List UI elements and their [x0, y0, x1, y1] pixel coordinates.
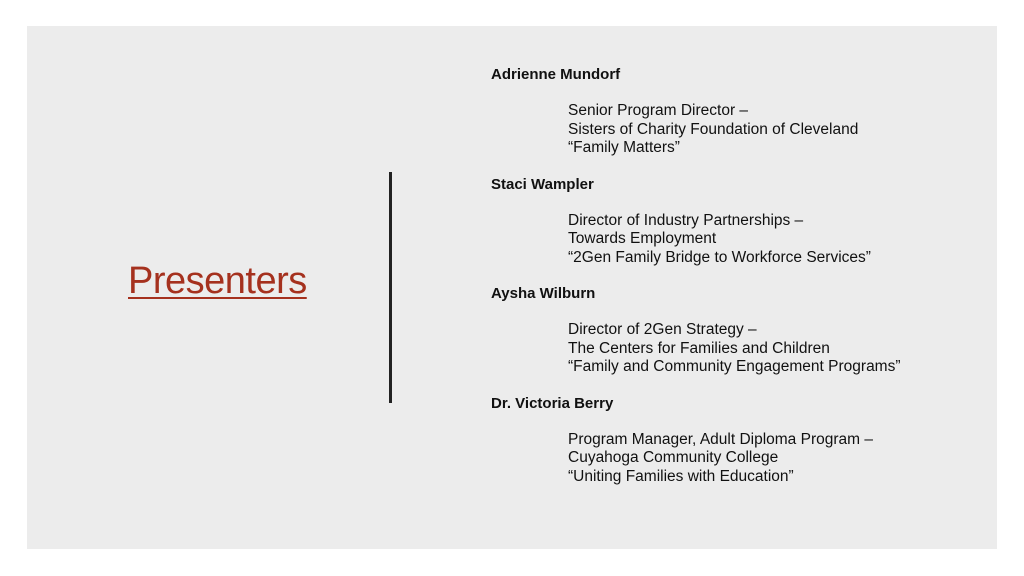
presenter-role: Director of 2Gen Strategy – [568, 321, 757, 338]
presenter-name: Aysha Wilburn [491, 285, 596, 302]
presenter-item [491, 176, 991, 268]
presenter-item [491, 66, 991, 158]
presenter-item [491, 395, 991, 487]
presenter-name: Staci Wampler [491, 175, 594, 193]
presenter-item [491, 285, 991, 377]
presenter-organization: Cuyahoga Community College [568, 449, 779, 466]
presenter-name: Adrienne Mundorf [491, 66, 621, 83]
presenter-role: Senior Program Director – [568, 102, 749, 119]
presenter-role: Program Manager, Adult Diploma Program – [568, 430, 873, 448]
presenter-program: “Family and Community Engagement Programs” [568, 358, 901, 375]
presenter-organization: Towards Employment [568, 230, 717, 247]
slide [27, 26, 997, 549]
presenter-program: “2Gen Family Bridge to Workforce Services” [568, 248, 871, 266]
vertical-divider [389, 172, 392, 403]
presenter-organization: Sisters of Charity Foundation of Cleveland [568, 120, 859, 138]
presenter-program: “Uniting Families with Education” [568, 467, 794, 485]
presenter-program: “Family Matters” [568, 139, 680, 156]
presenter-role: Director of Industry Partnerships – [568, 211, 804, 229]
presenter-organization: The Centers for Families and Children [568, 339, 830, 357]
slide-title: Presenters [128, 260, 307, 302]
presenter-name: Dr. Victoria Berry [491, 394, 614, 412]
presenter-list [491, 66, 991, 504]
